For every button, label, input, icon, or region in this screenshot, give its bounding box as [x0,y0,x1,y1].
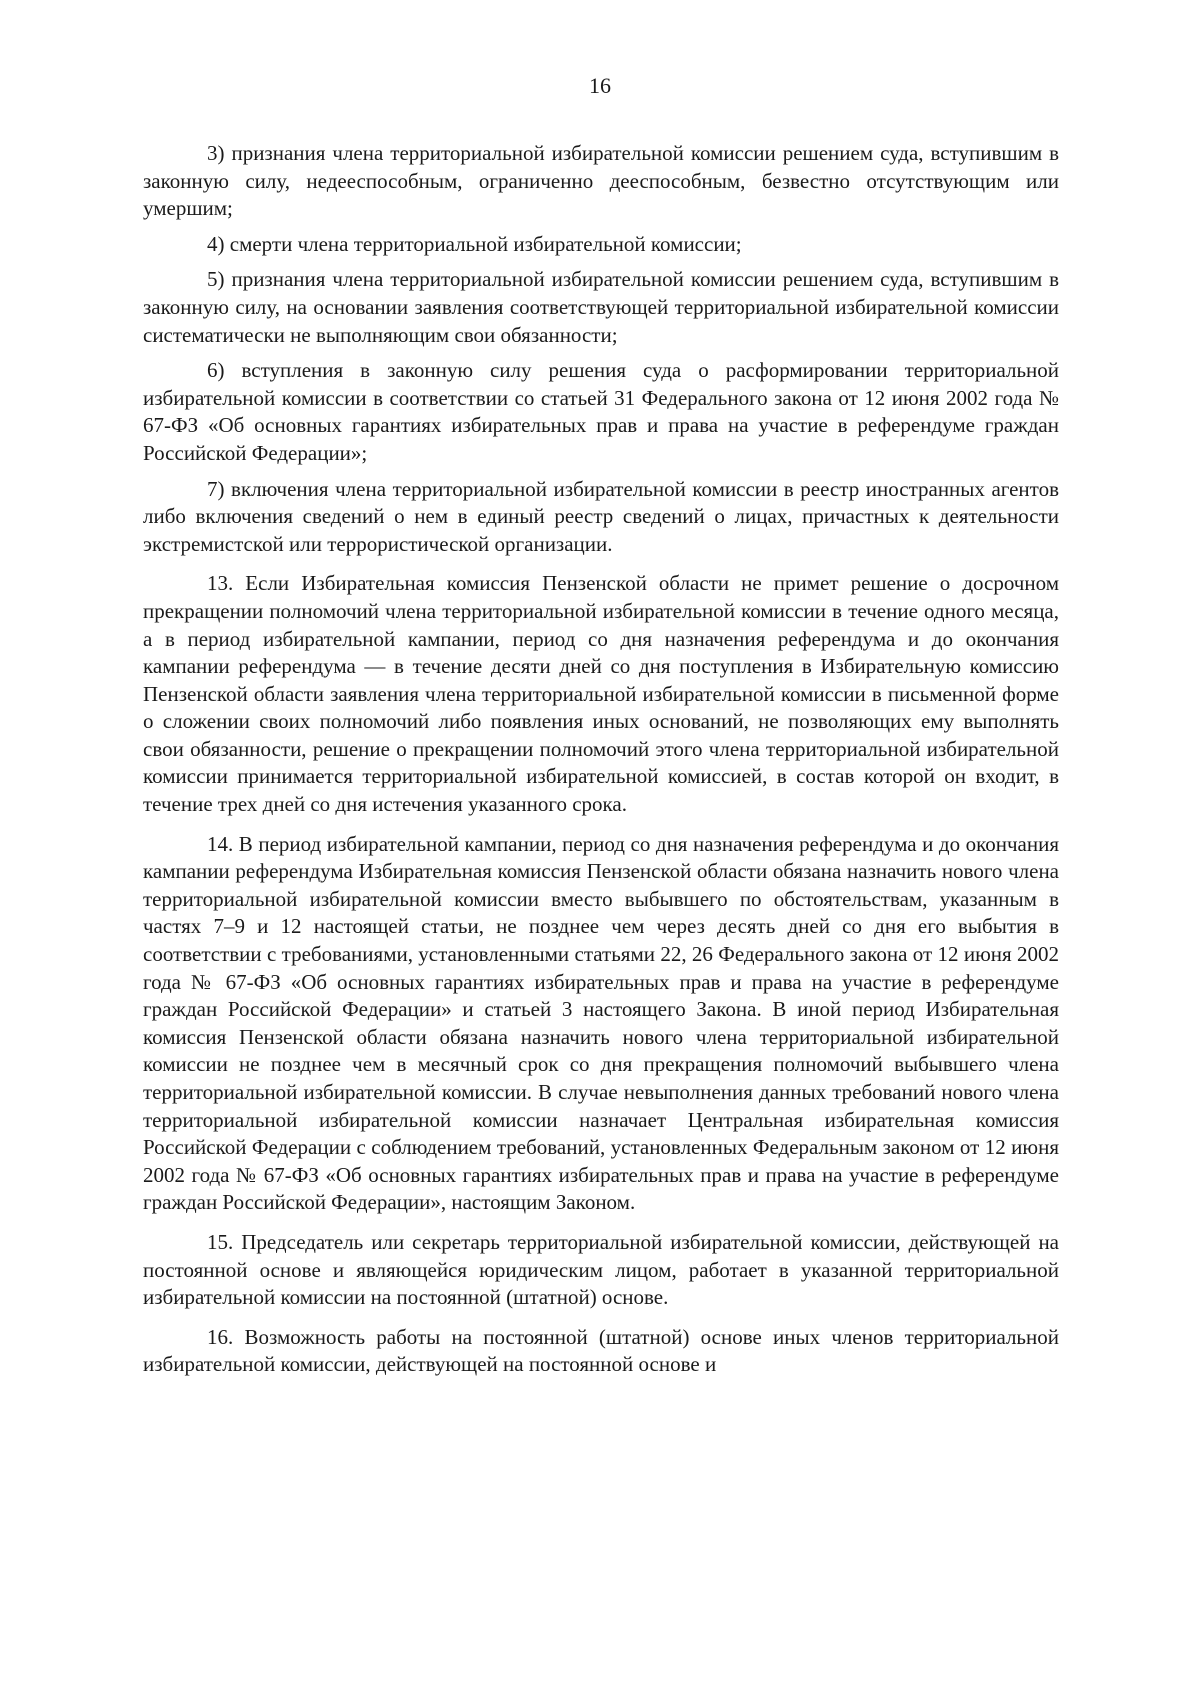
paragraph-item-5: 5) признания члена территориальной избирательной комиссии решением суда, вступившим в законную силу, на основании заявления соответствующей территориальной избирательной комиссии систематически не выполняющим свои обязанности; [143,267,1059,347]
paragraph-part-16: 16. Возможность работы на постоянной (штатной) основе иных членов территориальной избирательной комиссии, действующей на постоянной основе и [143,1324,1059,1377]
paragraph-part-15: 15. Председатель или секретарь территориальной избирательной комиссии, действующей на постоянной основе и являющейся юридическим лицом, работает в указанной территориальной избирательной комиссии на постоянной (штатной) основе. [143,1229,1059,1310]
page-number: 16 [589,73,611,98]
paragraph-item-6: 6) вступления в законную силу решения суда о расформировании территориальной избирательной комиссии в соответствии со статьей 31 Федерального закона от 12 июня 2002 года № 67-ФЗ «Об основных гарантиях избирательных прав и права на участие в референдуме граждан Российской Федерации»; [143,358,1059,465]
paragraph-part-13: 13. Если Избирательная комиссия Пензенской области не примет решение о досрочном прекращении полномочий члена территориальной избирательной комиссии в течение одного месяца, а в период избирательной кампании, период со дня назначения референдума и до окончания кампании референдума — в течение десяти дней со дня поступления в Избирательную комиссию Пензенской области заявления члена территориальной избирательной комиссии в письменной форме о сложении своих полномочий либо появления иных оснований, не позволяющих ему выполнять свои обязанности, решение о прекращении полномочий этого члена территориальной избирательной комиссии принимается территориальной избирательной комиссией, в состав которой он входит, в течение трех дней со дня истечения указанного срока. [143,571,1059,817]
paragraph-part-14: 14. В период избирательной кампании, период со дня назначения референдума и до окончания кампании референдума Избирательная комиссия Пензенской области обязана назначить нового члена территориальной избирательной комиссии вместо выбывшего по обстоятельствам, указанным в частях 7–9 и 12 настоящей статьи, не позднее чем через десять дней со дня его выбытия в соответствии с требованиями, установленными статьями 22, 26 Федерального закона от 12 июня 2002 года № 67-ФЗ «Об основных гарантиях избирательных прав и права на участие в референдуме граждан Российской Федерации» и статьей 3 настоящего Закона. В иной период Избирательная комиссия Пензенской области обязана назначить нового члена территориальной избирательной комиссии не позднее чем в месячный срок со дня прекращения полномочий выбывшего члена территориальной избирательной комиссии. В случае невыполнения данных требований нового члена территориальной избирательной комиссии назначает Центральная избирательная комиссия Российской Федерации с соблюдением требований, установленных Федеральным законом от 12 июня 2002 года № 67-ФЗ «Об основных гарантиях избирательных прав и права на участие в референдуме граждан Российской Федерации», настоящим Законом. [143,831,1059,1215]
paragraph-item-3: 3) признания члена территориальной избирательной комиссии решением суда, вступившим в законную силу, недееспособным, ограниченно дееспособным, безвестно отсутствующим или умершим; [143,141,1059,221]
document-body [143,140,1059,1387]
paragraph-item-4: 4) смерти члена территориальной избирательной комиссии; [207,231,742,256]
paragraph-item-7: 7) включения члена территориальной избирательной комиссии в реестр иностранных агентов либо включения сведений о нем в единый реестр сведений о лицах, причастных к деятельности экстремистской или террористической организации. [143,476,1059,556]
